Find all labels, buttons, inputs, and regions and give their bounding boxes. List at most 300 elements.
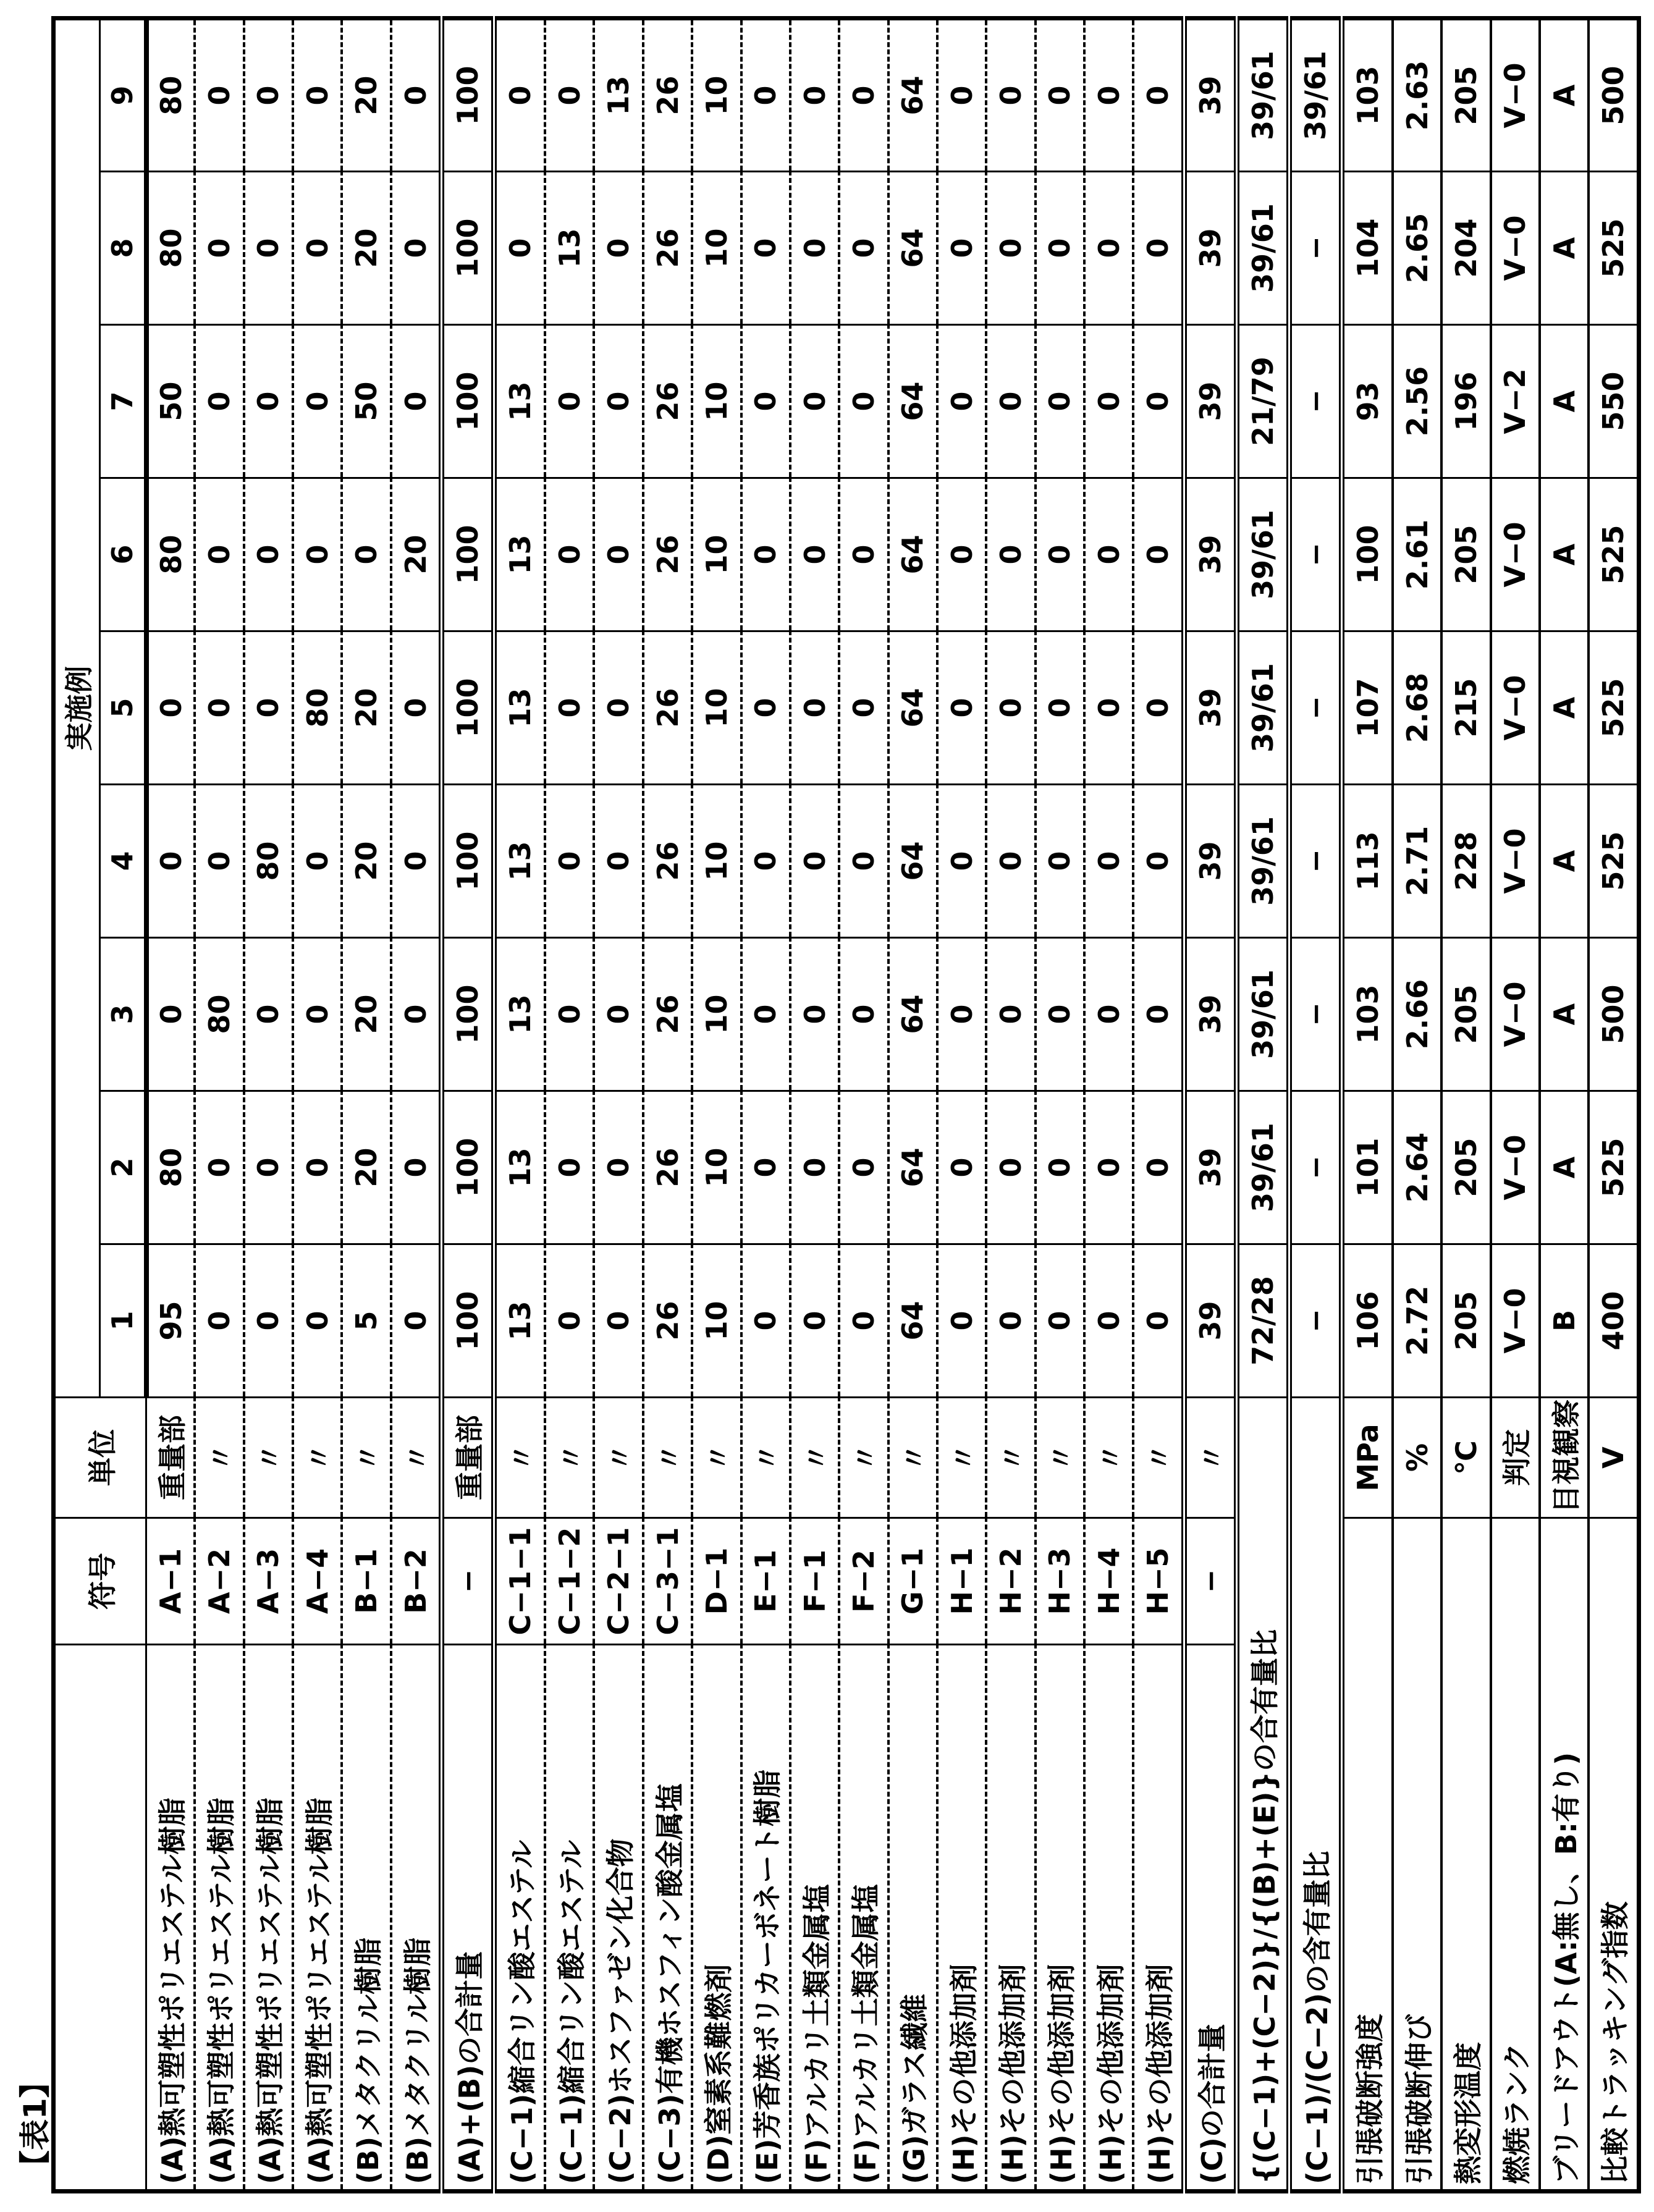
value-cell: 0 (1036, 18, 1084, 171)
value-cell: 0 (1036, 938, 1084, 1091)
value-cell: 13 (494, 631, 545, 785)
value-cell: 100 (442, 631, 494, 785)
value-cell: 0 (1084, 1091, 1133, 1244)
row-unit: 〃 (888, 1398, 937, 1518)
value-cell: 0 (293, 938, 342, 1091)
value-cell: 64 (888, 785, 937, 938)
value-cell: A (1540, 1091, 1589, 1244)
value-cell: 0 (244, 938, 293, 1091)
value-cell: 10 (692, 478, 741, 631)
row-label: (C−2)ホスファゼン化合物 (594, 1645, 643, 2192)
value-cell: A (1540, 172, 1589, 325)
row-unit: 〃 (937, 1398, 986, 1518)
value-cell: 20 (342, 172, 390, 325)
value-cell: 10 (692, 1244, 741, 1398)
header-code: 符号 (54, 1518, 146, 1645)
value-cell: 13 (494, 1091, 545, 1244)
value-cell: 0 (1036, 325, 1084, 478)
value-cell: 50 (146, 325, 195, 478)
value-cell: V−2 (1491, 325, 1540, 478)
row-label: ブリードアウト(A:無し、B:有り) (1540, 1518, 1589, 2192)
value-cell: 0 (937, 478, 986, 631)
table-row (643, 18, 692, 2191)
value-cell: 0 (244, 325, 293, 478)
value-cell: A (1540, 325, 1589, 478)
value-cell: 80 (146, 1091, 195, 1244)
value-cell: 0 (195, 1244, 243, 1398)
example-number: 9 (100, 18, 146, 171)
value-cell: V−0 (1491, 785, 1540, 938)
table-row (442, 18, 494, 2191)
value-cell: A (1540, 631, 1589, 785)
example-number: 2 (100, 1091, 146, 1244)
value-cell: 0 (839, 1244, 888, 1398)
value-cell: 0 (1084, 631, 1133, 785)
value-cell: 0 (937, 1091, 986, 1244)
value-cell: − (1289, 1244, 1342, 1398)
value-cell: 0 (293, 785, 342, 938)
table-title: 【表1】 (11, 2067, 55, 2181)
row-label: 引張破断強度 (1342, 1518, 1393, 2192)
value-cell: 100 (442, 325, 494, 478)
row-unit: 〃 (494, 1398, 545, 1518)
value-cell: 0 (986, 325, 1035, 478)
value-cell: 0 (391, 631, 442, 785)
row-label: (H)その他添加剤 (937, 1645, 986, 2192)
value-cell: V−0 (1491, 18, 1540, 171)
value-cell: 0 (293, 1091, 342, 1244)
value-cell: 113 (1342, 785, 1393, 938)
table-row (1184, 18, 1237, 2191)
value-cell: 0 (937, 1244, 986, 1398)
value-cell: 205 (1441, 478, 1490, 631)
value-cell: 0 (937, 325, 986, 478)
row-label: (F)アルカリ土類金属塩 (790, 1645, 839, 2192)
table-row (1540, 18, 1589, 2191)
value-cell: 0 (195, 172, 243, 325)
value-cell: 0 (741, 1244, 790, 1398)
value-cell: 0 (1084, 325, 1133, 478)
row-code: C−1−2 (545, 1518, 594, 1645)
value-cell: 10 (692, 325, 741, 478)
value-cell: B (1540, 1244, 1589, 1398)
value-cell: 0 (741, 325, 790, 478)
value-cell: 20 (391, 478, 442, 631)
value-cell: 0 (391, 1244, 442, 1398)
value-cell: 0 (594, 1244, 643, 1398)
value-cell: 21/79 (1237, 325, 1289, 478)
value-cell: 0 (741, 631, 790, 785)
value-cell: 0 (986, 172, 1035, 325)
value-cell: 95 (146, 1244, 195, 1398)
value-cell: 39/61 (1237, 785, 1289, 938)
value-cell: 0 (293, 325, 342, 478)
value-cell: 0 (1133, 478, 1184, 631)
value-cell: 0 (839, 478, 888, 631)
value-cell: 0 (545, 631, 594, 785)
table-row (986, 18, 1035, 2191)
header-unit: 単位 (54, 1398, 146, 1518)
value-cell: V−0 (1491, 478, 1540, 631)
value-cell: V−0 (1491, 1091, 1540, 1244)
row-code: B−2 (391, 1518, 442, 1645)
value-cell: 64 (888, 631, 937, 785)
value-cell: 0 (790, 785, 839, 938)
rotated-table-frame (51, 22, 1641, 2193)
row-unit: 〃 (342, 1398, 390, 1518)
value-cell: 0 (594, 785, 643, 938)
table-row (1084, 18, 1133, 2191)
value-cell: 10 (692, 785, 741, 938)
table-row (594, 18, 643, 2191)
value-cell: 10 (692, 18, 741, 171)
row-label: (B)メタクリル樹脂 (391, 1645, 442, 2192)
value-cell: 13 (494, 325, 545, 478)
row-code: D−1 (692, 1518, 741, 1645)
value-cell: 103 (1342, 938, 1393, 1091)
value-cell: 26 (643, 325, 692, 478)
value-cell: 228 (1441, 785, 1490, 938)
value-cell: 0 (937, 785, 986, 938)
value-cell: 39/61 (1289, 18, 1342, 171)
value-cell: 525 (1589, 1091, 1639, 1244)
value-cell: − (1289, 478, 1342, 631)
value-cell: 39/61 (1237, 631, 1289, 785)
value-cell: 39 (1184, 18, 1237, 171)
value-cell: 64 (888, 1091, 937, 1244)
value-cell: 64 (888, 1244, 937, 1398)
row-unit: 重量部 (146, 1398, 195, 1518)
row-label: (D)窒素系難燃剤 (692, 1645, 741, 2192)
value-cell: 2.61 (1393, 478, 1441, 631)
value-cell: 80 (195, 938, 243, 1091)
value-cell: 0 (146, 785, 195, 938)
value-cell: 500 (1589, 18, 1639, 171)
value-cell: 0 (1036, 1244, 1084, 1398)
value-cell: 2.72 (1393, 1244, 1441, 1398)
value-cell: V−0 (1491, 172, 1540, 325)
row-unit: V (1589, 1398, 1639, 1518)
value-cell: 0 (790, 325, 839, 478)
row-label: (H)その他添加剤 (986, 1645, 1035, 2192)
value-cell: − (1289, 1091, 1342, 1244)
value-cell: 0 (594, 325, 643, 478)
row-unit: 〃 (1036, 1398, 1084, 1518)
row-code: − (442, 1518, 494, 1645)
value-cell: 0 (195, 631, 243, 785)
value-cell: 0 (1133, 785, 1184, 938)
value-cell: 93 (1342, 325, 1393, 478)
table-row (1589, 18, 1639, 2191)
value-cell: 0 (195, 478, 243, 631)
value-cell: 550 (1589, 325, 1639, 478)
value-cell: 2.64 (1393, 1091, 1441, 1244)
value-cell: 64 (888, 938, 937, 1091)
row-label: (A)熱可塑性ポリエステル樹脂 (146, 1645, 195, 2192)
row-code: B−1 (342, 1518, 390, 1645)
row-unit: 〃 (643, 1398, 692, 1518)
value-cell: 0 (839, 18, 888, 171)
value-cell: 205 (1441, 1244, 1490, 1398)
value-cell: 0 (1036, 1091, 1084, 1244)
value-cell: − (1289, 325, 1342, 478)
value-cell: 2.65 (1393, 172, 1441, 325)
table-row (1237, 18, 1289, 2191)
value-cell: 20 (342, 785, 390, 938)
value-cell: 0 (1084, 478, 1133, 631)
value-cell: 106 (1342, 1244, 1393, 1398)
value-cell: 26 (643, 478, 692, 631)
value-cell: 0 (594, 1091, 643, 1244)
table-row (1036, 18, 1084, 2191)
value-cell: 0 (244, 18, 293, 171)
value-cell: 0 (545, 1091, 594, 1244)
value-cell: 0 (937, 631, 986, 785)
value-cell: 525 (1589, 785, 1639, 938)
value-cell: 13 (494, 938, 545, 1091)
value-cell: 39 (1184, 325, 1237, 478)
value-cell: 80 (146, 18, 195, 171)
value-cell: 5 (342, 1244, 390, 1398)
value-cell: 20 (342, 1091, 390, 1244)
value-cell: 0 (244, 478, 293, 631)
value-cell: 0 (195, 18, 243, 171)
value-cell: 72/28 (1237, 1244, 1289, 1398)
row-label: (H)その他添加剤 (1084, 1645, 1133, 2192)
row-code: F−1 (790, 1518, 839, 1645)
header-row (54, 18, 100, 2191)
value-cell: 26 (643, 1091, 692, 1244)
table-row (545, 18, 594, 2191)
value-cell: 400 (1589, 1244, 1639, 1398)
value-cell: − (1289, 938, 1342, 1091)
value-cell: 80 (293, 631, 342, 785)
value-cell: 100 (1342, 478, 1393, 631)
row-code: G−1 (888, 1518, 937, 1645)
row-unit: 〃 (839, 1398, 888, 1518)
row-unit: 〃 (692, 1398, 741, 1518)
value-cell: 10 (692, 631, 741, 785)
value-cell: 0 (545, 938, 594, 1091)
table-row (1393, 18, 1441, 2191)
value-cell: 100 (442, 478, 494, 631)
value-cell: 2.71 (1393, 785, 1441, 938)
row-code: C−1−1 (494, 1518, 545, 1645)
value-cell: 0 (741, 478, 790, 631)
row-label: (A)熱可塑性ポリエステル樹脂 (195, 1645, 243, 2192)
value-cell: 0 (839, 631, 888, 785)
row-label: (C−3)有機ホスフィン酸金属塩 (643, 1645, 692, 2192)
value-cell: 104 (1342, 172, 1393, 325)
value-cell: 0 (790, 631, 839, 785)
value-cell: 0 (790, 18, 839, 171)
value-cell: 0 (839, 938, 888, 1091)
value-cell: 0 (342, 478, 390, 631)
value-cell: 64 (888, 478, 937, 631)
table-row (839, 18, 888, 2191)
value-cell: V−0 (1491, 631, 1540, 785)
row-label: (H)その他添加剤 (1036, 1645, 1084, 2192)
value-cell: 101 (1342, 1091, 1393, 1244)
value-cell: 0 (293, 172, 342, 325)
value-cell: 0 (391, 325, 442, 478)
value-cell: V−0 (1491, 1244, 1540, 1398)
value-cell: 39 (1184, 478, 1237, 631)
row-label: 燃焼ランク (1491, 1518, 1540, 2192)
value-cell: 0 (986, 785, 1035, 938)
row-unit: 〃 (790, 1398, 839, 1518)
value-cell: 0 (790, 478, 839, 631)
value-cell: 215 (1441, 631, 1490, 785)
value-cell: 100 (442, 18, 494, 171)
example-number: 4 (100, 785, 146, 938)
value-cell: 10 (692, 1091, 741, 1244)
value-cell: 0 (937, 18, 986, 171)
value-cell: 26 (643, 172, 692, 325)
value-cell: 100 (442, 1244, 494, 1398)
value-cell: 0 (1133, 631, 1184, 785)
value-cell: 0 (1036, 785, 1084, 938)
value-cell: 39/61 (1237, 1091, 1289, 1244)
row-label: 引張破断伸び (1393, 1518, 1441, 2192)
value-cell: 0 (1084, 18, 1133, 171)
value-cell: 26 (643, 18, 692, 171)
value-cell: 0 (1133, 1244, 1184, 1398)
value-cell: 0 (790, 938, 839, 1091)
table-row (888, 18, 937, 2191)
row-label: {(C−1)+(C−2)}/{(B)+(E)}の合有量比 (1237, 1398, 1289, 2192)
row-unit: 〃 (594, 1398, 643, 1518)
value-cell: 100 (442, 1091, 494, 1244)
value-cell: 0 (594, 631, 643, 785)
value-cell: 0 (195, 785, 243, 938)
value-cell: 107 (1342, 631, 1393, 785)
row-label: (A)+(B)の合計量 (442, 1645, 494, 2192)
row-code: H−2 (986, 1518, 1035, 1645)
row-code: − (1184, 1518, 1237, 1645)
value-cell: 0 (494, 18, 545, 171)
value-cell: 0 (839, 785, 888, 938)
table-row (1289, 18, 1342, 2191)
table-row (741, 18, 790, 2191)
value-cell: 0 (741, 1091, 790, 1244)
table-row (1133, 18, 1184, 2191)
value-cell: 2.63 (1393, 18, 1441, 171)
row-code: A−1 (146, 1518, 195, 1645)
value-cell: 525 (1589, 631, 1639, 785)
header-label-cell (54, 1645, 146, 2192)
value-cell: 80 (244, 785, 293, 938)
value-cell: 39/61 (1237, 478, 1289, 631)
example-number: 1 (100, 1244, 146, 1398)
row-label: (C−1)縮合リン酸エステル (545, 1645, 594, 2192)
table-row (244, 18, 293, 2191)
value-cell: 0 (594, 172, 643, 325)
value-cell: 39 (1184, 172, 1237, 325)
example-number: 6 (100, 478, 146, 631)
value-cell: 0 (1084, 172, 1133, 325)
value-cell: 0 (244, 631, 293, 785)
row-label: (A)熱可塑性ポリエステル樹脂 (293, 1645, 342, 2192)
table-row (790, 18, 839, 2191)
value-cell: 10 (692, 172, 741, 325)
value-cell: 0 (293, 478, 342, 631)
value-cell: 0 (195, 325, 243, 478)
row-code: A−4 (293, 1518, 342, 1645)
value-cell: 0 (391, 785, 442, 938)
value-cell: 0 (146, 938, 195, 1091)
value-cell: 2.56 (1393, 325, 1441, 478)
value-cell: 0 (741, 785, 790, 938)
value-cell: 0 (1084, 938, 1133, 1091)
row-label: (B)メタクリル樹脂 (342, 1645, 390, 2192)
row-label: (H)その他添加剤 (1133, 1645, 1184, 2192)
value-cell: 0 (244, 1091, 293, 1244)
value-cell: 196 (1441, 325, 1490, 478)
value-cell: 13 (494, 1244, 545, 1398)
value-cell: 0 (986, 1091, 1035, 1244)
value-cell: 0 (391, 18, 442, 171)
value-cell: 0 (839, 172, 888, 325)
row-label: (A)熱可塑性ポリエステル樹脂 (244, 1645, 293, 2192)
table-row (342, 18, 390, 2191)
row-unit: 〃 (244, 1398, 293, 1518)
value-cell: 525 (1589, 478, 1639, 631)
value-cell: 39/61 (1237, 172, 1289, 325)
value-cell: 26 (643, 1244, 692, 1398)
example-number: 8 (100, 172, 146, 325)
row-unit: % (1393, 1398, 1441, 1518)
value-cell: 50 (342, 325, 390, 478)
value-cell: 0 (545, 1244, 594, 1398)
value-cell: 103 (1342, 18, 1393, 171)
row-unit: MPa (1342, 1398, 1393, 1518)
value-cell: 0 (594, 478, 643, 631)
value-cell: 20 (342, 18, 390, 171)
value-cell: 0 (1036, 631, 1084, 785)
value-cell: 0 (594, 938, 643, 1091)
value-cell: 0 (741, 18, 790, 171)
row-code: H−3 (1036, 1518, 1084, 1645)
table-row (1491, 18, 1540, 2191)
value-cell: 0 (839, 325, 888, 478)
value-cell: 20 (342, 938, 390, 1091)
row-unit: 判定 (1491, 1398, 1540, 1518)
row-unit: 〃 (1133, 1398, 1184, 1518)
table-row (195, 18, 243, 2191)
value-cell: 0 (1133, 938, 1184, 1091)
value-cell: 80 (146, 172, 195, 325)
value-cell: − (1289, 172, 1342, 325)
value-cell: 13 (494, 785, 545, 938)
value-cell: 0 (1036, 172, 1084, 325)
value-cell: 64 (888, 18, 937, 171)
value-cell: 0 (790, 1091, 839, 1244)
header-examples-group: 実施例 (54, 18, 100, 1397)
row-code: A−3 (244, 1518, 293, 1645)
value-cell: 0 (839, 1091, 888, 1244)
value-cell: 0 (545, 478, 594, 631)
row-unit: 〃 (1084, 1398, 1133, 1518)
value-cell: 0 (986, 938, 1035, 1091)
value-cell: 39 (1184, 1091, 1237, 1244)
value-cell: 0 (1133, 18, 1184, 171)
row-unit: 〃 (391, 1398, 442, 1518)
value-cell: 205 (1441, 938, 1490, 1091)
row-code: A−2 (195, 1518, 243, 1645)
value-cell: 0 (391, 1091, 442, 1244)
value-cell: 64 (888, 172, 937, 325)
